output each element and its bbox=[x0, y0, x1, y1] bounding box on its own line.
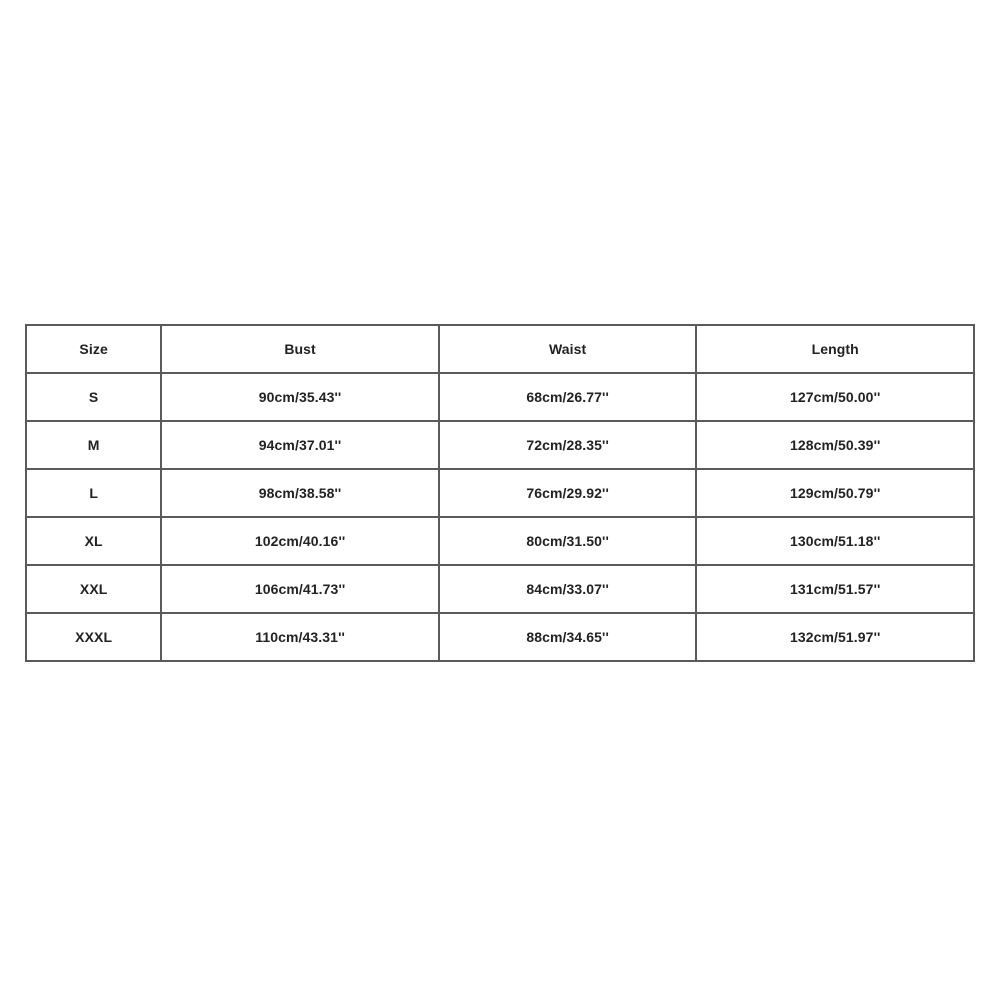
cell-waist: 84cm/33.07'' bbox=[439, 565, 697, 613]
cell-length: 128cm/50.39'' bbox=[696, 421, 974, 469]
cell-size: S bbox=[26, 373, 161, 421]
cell-waist: 76cm/29.92'' bbox=[439, 469, 697, 517]
cell-waist: 80cm/31.50'' bbox=[439, 517, 697, 565]
table-row bbox=[26, 613, 974, 661]
cell-length: 129cm/50.79'' bbox=[696, 469, 974, 517]
cell-waist: 68cm/26.77'' bbox=[439, 373, 697, 421]
size-chart-table bbox=[25, 324, 975, 662]
cell-length: 127cm/50.00'' bbox=[696, 373, 974, 421]
cell-bust: 102cm/40.16'' bbox=[161, 517, 439, 565]
cell-waist: 88cm/34.65'' bbox=[439, 613, 697, 661]
table-row bbox=[26, 565, 974, 613]
header-length: Length bbox=[696, 325, 974, 373]
cell-size: M bbox=[26, 421, 161, 469]
cell-waist: 72cm/28.35'' bbox=[439, 421, 697, 469]
cell-length: 130cm/51.18'' bbox=[696, 517, 974, 565]
cell-length: 132cm/51.97'' bbox=[696, 613, 974, 661]
cell-bust: 94cm/37.01'' bbox=[161, 421, 439, 469]
table-header-row bbox=[26, 325, 974, 373]
cell-bust: 106cm/41.73'' bbox=[161, 565, 439, 613]
header-waist: Waist bbox=[439, 325, 697, 373]
cell-size: L bbox=[26, 469, 161, 517]
cell-bust: 98cm/38.58'' bbox=[161, 469, 439, 517]
table-row bbox=[26, 421, 974, 469]
cell-length: 131cm/51.57'' bbox=[696, 565, 974, 613]
header-size: Size bbox=[26, 325, 161, 373]
cell-size: XXXL bbox=[26, 613, 161, 661]
table-row bbox=[26, 469, 974, 517]
table-row bbox=[26, 517, 974, 565]
cell-size: XL bbox=[26, 517, 161, 565]
cell-bust: 90cm/35.43'' bbox=[161, 373, 439, 421]
table-row bbox=[26, 373, 974, 421]
cell-bust: 110cm/43.31'' bbox=[161, 613, 439, 661]
cell-size: XXL bbox=[26, 565, 161, 613]
header-bust: Bust bbox=[161, 325, 439, 373]
